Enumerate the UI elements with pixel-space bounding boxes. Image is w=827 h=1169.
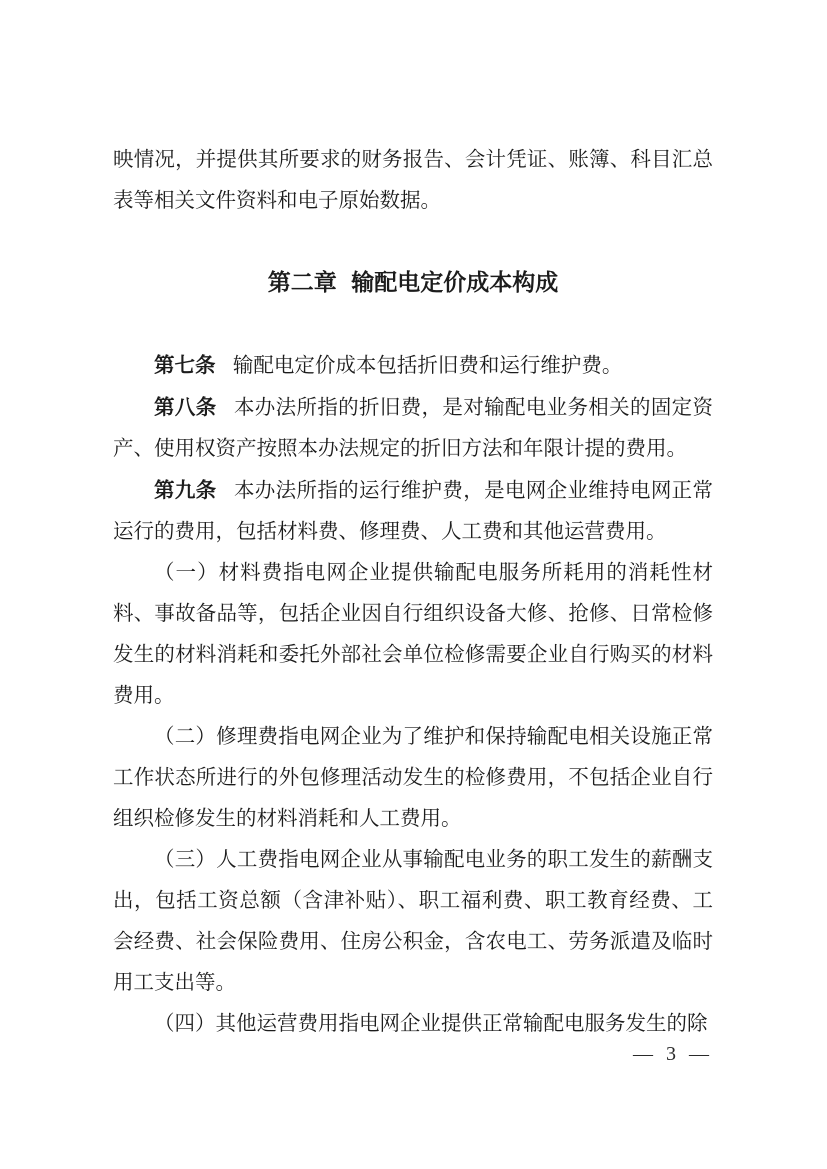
article-8-label: 第八条 <box>154 396 217 419</box>
list-item-1: （一）材料费指电网企业提供输配电服务所耗用的消耗性材料、事故备品等，包括企业因自行组织设备大修、抢修、日常检修发生的材料消耗和委托外部社会单位检修需要企业自行购买的材料费用。 <box>113 562 713 707</box>
article-8 <box>113 387 713 470</box>
list-item-4: （四）其他运营费用指电网企业提供正常输配电服务发生的除 <box>154 1013 708 1035</box>
page-footer <box>633 1041 713 1067</box>
article-8-text: 本办法所指的折旧费，是对输配电业务相关的固定资产、使用权资产按照本办法规定的折旧方法和年限计提的费用。 <box>113 397 714 460</box>
article-9-text: 本办法所指的运行维护费，是电网企业维持电网正常运行的费用，包括材料费、修理费、人工费和其他运营费用。 <box>113 480 714 543</box>
paragraph-continuation: 映情况，并提供其所要求的财务报告、会计凭证、账簿、科目汇总表等相关文件资料和电子原始数据。 <box>113 149 713 212</box>
article-9 <box>113 470 713 553</box>
article-7-label: 第七条 <box>154 354 216 377</box>
article-7-text: 输配电定价成本包括折旧费和运行维护费。 <box>232 355 623 377</box>
list-item-2: （二）修理费指电网企业为了维护和保持输配电相关设施正常工作状态所进行的外包修理活动发生的检修费用，不包括企业自行组织检修发生的材料消耗和人工费用。 <box>113 726 713 830</box>
document-body <box>113 140 713 1045</box>
article-9-label: 第九条 <box>154 479 217 502</box>
page-number: — 3 — <box>633 1043 713 1065</box>
article-7 <box>113 345 713 387</box>
chapter-heading: 第二章 输配电定价成本构成 <box>267 269 559 295</box>
list-item-3: （三）人工费指电网企业从事输配电业务的职工发生的薪酬支出，包括工资总额（含津补贴）、职工福利费、职工教育经费、工会经费、社会保险费用、住房公积金，含农电工、劳务派遣及临时用工支出等。 <box>113 849 713 994</box>
